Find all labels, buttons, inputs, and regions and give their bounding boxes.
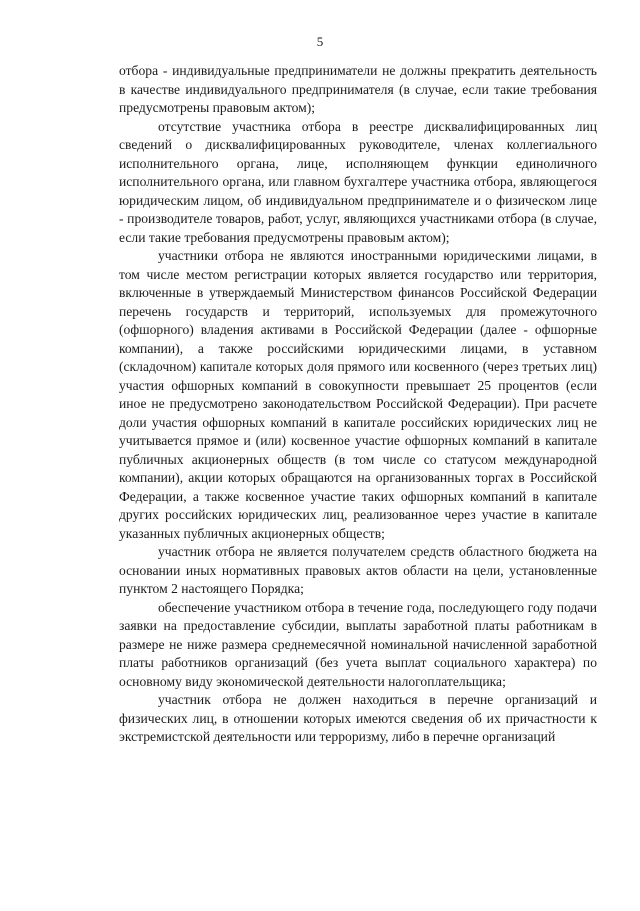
paragraph-wage-requirement: обеспечение участником отбора в течение года, последующего году подачи заявки на предоставление субсидии, выплаты заработной платы работникам в размере не ниже размера среднемесячной номинальной начисленной заработной платы работников организаций (без учета выплат социального характера) по основному виду экономической деятельности налогоплательщика;: [119, 599, 597, 689]
paragraph-offshore-entrepreneur-requirement: отбора - индивидуальные предприниматели не должны прекратить деятельность в качестве индивидуального предпринимателя (в случае, если такие требования предусмотрены правовым актом);: [119, 63, 597, 115]
paragraph-other-budget-funds: участник отбора не является получателем средств областного бюджета на основании иных нормативных правовых актов области на цели, установленные пунктом 2 настоящего Порядка;: [119, 544, 597, 596]
paragraph-extremism-list: участник отбора не должен находиться в перечне организаций и физических лиц, в отношении которых имеются сведения об их причастности к экстремистской деятельности или терроризму, либо в перечне организаций: [119, 692, 597, 744]
paragraph-disqualified-persons-registry: отсутствие участника отбора в реестре дисквалифицированных лиц сведений о дисквалифицированных руководителе, членах коллегиального исполнительного органа, лице, исполняющем функции единоличного исполнительного органа, или главном бухгалтере участника отбора, являющегося юридическим лицом, об индивидуальном предпринимателе и о физическом лице - производителе товаров, работ, услуг, являющихся участниками отбора (в случае, если такие требования предусмотрены правовым актом);: [119, 118, 597, 245]
page-number: 5: [316, 34, 324, 49]
document-body: [119, 62, 597, 747]
paragraph-foreign-offshore-entities: участники отбора не являются иностранными юридическими лицами, в том числе местом регистрации которых является государство или территория, включенные в утверждаемый Министерством финансов Российской Федерации перечень государств и территорий, используемых для промежуточного (офшорного) владения активами в Российской Федерации (далее - офшорные компании), а также российскими юридическими лицами, в уставном (складочном) капитале которых доля прямого или косвенного (через третьих лиц) участия офшорных компаний в совокупности превышает 25 процентов (если иное не предусмотрено законодательством Российской Федерации). При расчете доли участия офшорных компаний в капитале российских юридических лиц не учитывается прямое и (или) косвенное участие офшорных компаний в капитале публичных акционерных обществ (в том числе со статусом международной компании), акции которых обращаются на организованных торгах в Российской Федерации, а также косвенное участие таких офшорных компаний в капитале других российских юридических лиц, реализованное через участие в капитале указанных публичных акционерных обществ;: [119, 248, 597, 541]
